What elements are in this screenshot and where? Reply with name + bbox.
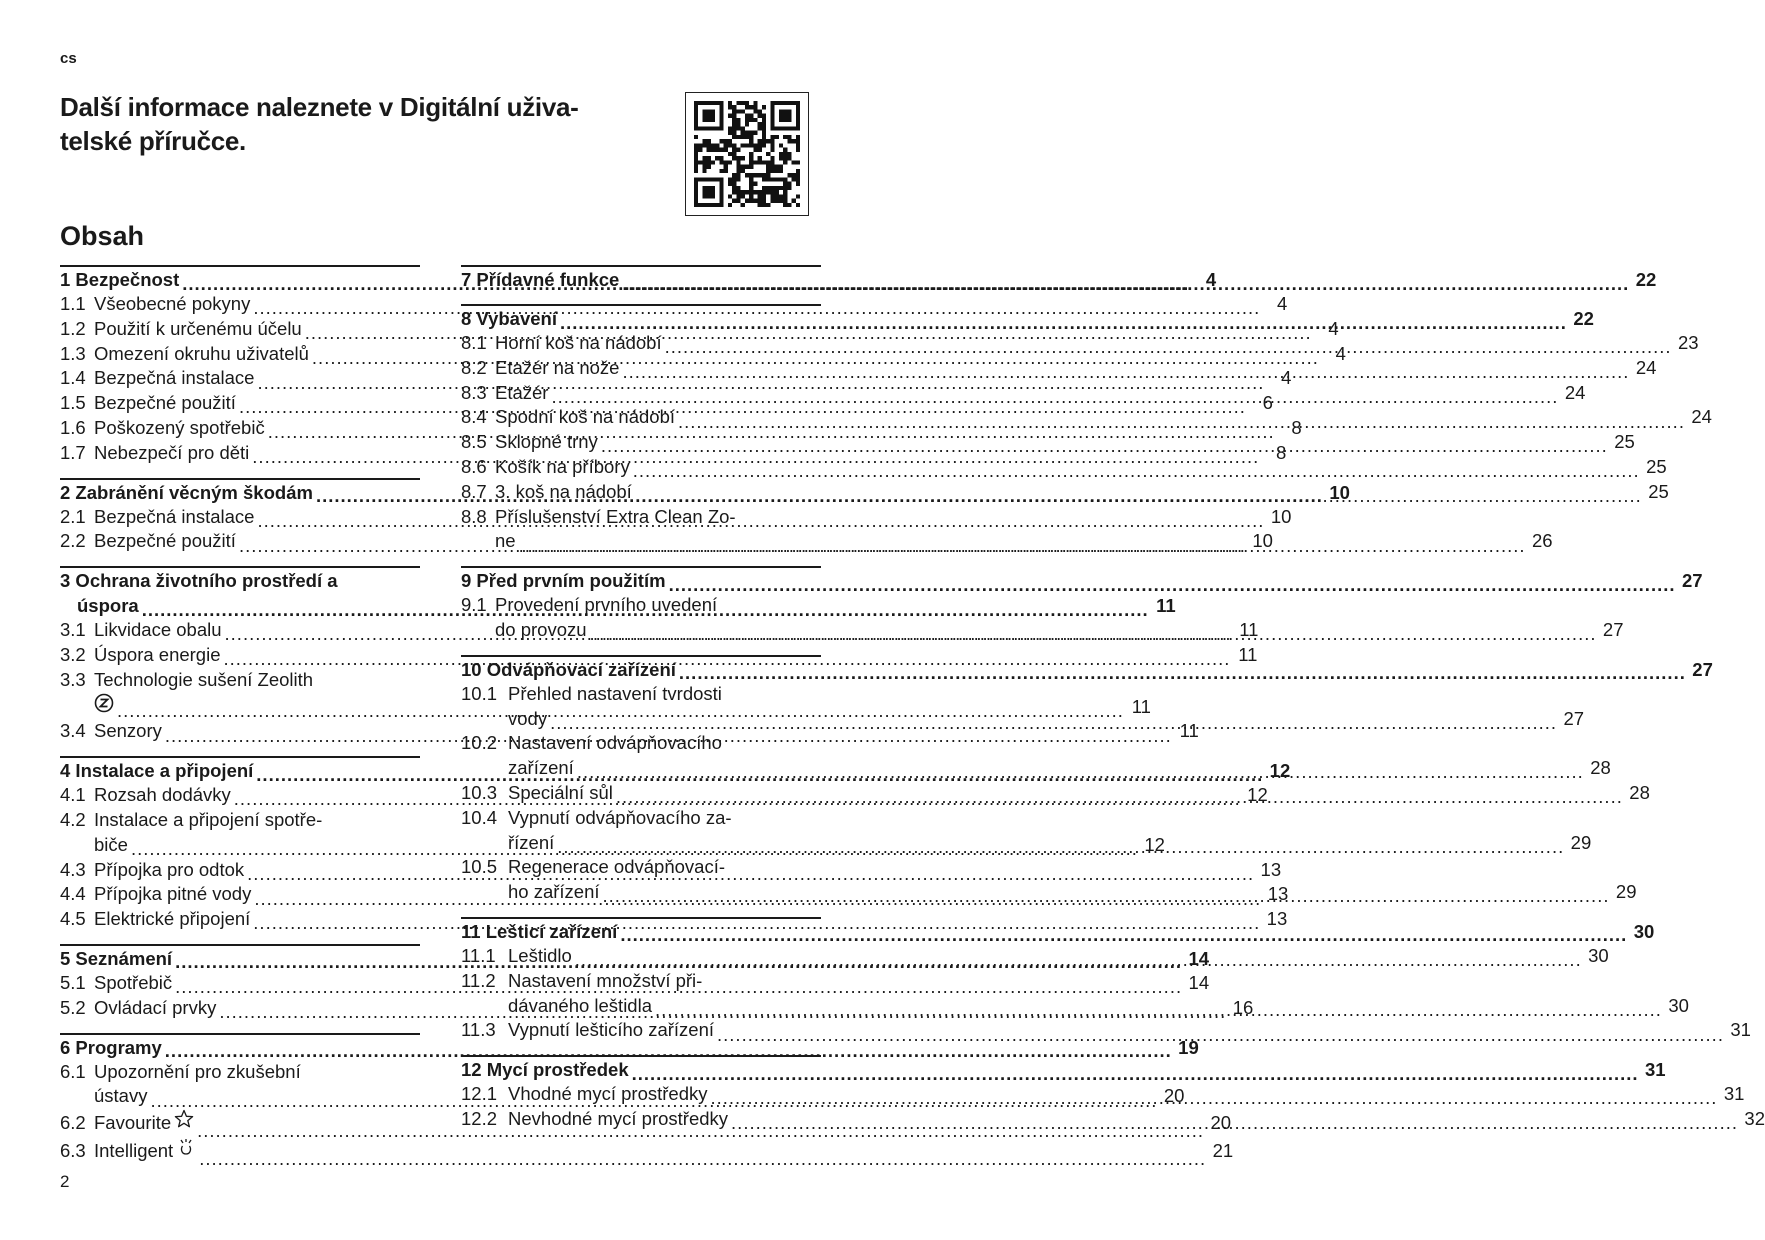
toc-entry-4[interactable]: 4 Instalace a připojení ..... 12 [60,758,420,783]
digital-manual-heading [60,90,660,158]
toc-entry-10-1-line1[interactable]: 10.1 Přehled nastavení tvrdosti [461,682,722,704]
toc-entry-10-3[interactable]: 10.3 Speciální sůl ..... 28 [461,781,821,806]
toc-entry-4-2-line1[interactable]: 4.2 Instalace a připojení spotře- [60,808,323,830]
toc-entry-7[interactable]: 7 Přídavné funkce ..... 22 [461,267,821,292]
toc-entry-1-7[interactable]: 1.7 Nebezpečí pro děti ..... 8 [60,441,420,466]
toc-entry-1[interactable]: 1 Bezpečnost ..... 4 [60,267,420,292]
toc-entry-10[interactable]: 10 Odvápňovací zařízení ..... 27 [461,657,821,682]
toc-entry-2-2[interactable]: 2.2 Bezpečné použití ..... 10 [60,529,420,554]
toc-entry-1-4[interactable]: 1.4 Bezpečná instalace ..... 4 [60,366,420,391]
toc-entry-9-1[interactable]: do provozu ..... 27 [461,618,821,643]
toc-entry-6[interactable]: 6 Programy ..... 19 [60,1035,420,1060]
toc-entry-10-4-line1[interactable]: 10.4 Vypnutí odvápňovacího za- [461,806,732,828]
toc-entry-4-5[interactable]: 4.5 Elektrické připojení ..... 13 [60,907,420,932]
toc-entry-4-2[interactable]: biče ..... 12 [60,833,420,858]
toc-entry-10-2-line1[interactable]: 10.2 Nastavení odvápňovacího [461,732,722,754]
toc-entry-10-5[interactable]: ho zařízení ..... 29 [461,880,821,905]
toc-entry-8-1[interactable]: 8.1 Horní koš na nádobí ..... 23 [461,331,821,356]
toc-entry-1-2[interactable]: 1.2 Použití k určenému účelu ..... 4 [60,317,420,342]
toc-entry-8-5[interactable]: 8.5 Sklopné trny ..... 25 [461,430,821,455]
toc-entry-8-8[interactable]: ne ..... 26 [461,529,821,554]
toc-entry-11[interactable]: 11 Lešticí zařízení ..... 30 [461,919,821,944]
toc-entry-3-line1[interactable]: 3 Ochrana životního prostředí a [60,570,338,592]
toc-entry-4-1[interactable]: 4.1 Rozsah dodávky ..... 12 [60,783,420,808]
toc-entry-6-2[interactable]: 6.2 Favourite ..... 20 [60,1109,420,1137]
toc-title: Obsah [60,221,145,251]
qr-code-pattern [694,101,800,207]
toc-entry-10-5-line1[interactable]: 10.5 Regenerace odvápňovací- [461,856,726,878]
toc-entry-2-1[interactable]: 2.1 Bezpečná instalace ..... 10 [60,505,420,530]
toc-entry-3-4[interactable]: 3.4 Senzory ..... 11 [60,719,420,744]
toc-entry-11-3[interactable]: 11.3 Vypnutí lešticího zařízení ..... 31 [461,1018,821,1043]
intelligent-program-icon [176,1137,196,1165]
toc-entry-9-1-line1[interactable]: 9.1 Provedení prvního uvedení [461,594,718,616]
language-tag: cs [60,50,77,67]
toc-entry-8-7[interactable]: 8.7 3. koš na nádobí ..... 25 [461,480,821,505]
toc-entry-11-2[interactable]: dávaného leštidla ..... 30 [461,994,821,1019]
toc-entry-12[interactable]: 12 Mycí prostředek ..... 31 [461,1057,821,1082]
toc-entry-1-6[interactable]: 1.6 Poškozený spotřebič ..... 8 [60,416,420,441]
toc-entry-2[interactable]: 2 Zabránění věcným škodám ..... 10 [60,480,420,505]
toc-entry-6-3[interactable]: 6.3 Intelligent ..... 21 [60,1137,420,1165]
toc-entry-9[interactable]: 9 Před prvním použitím ..... 27 [461,568,821,593]
toc-entry-1-3[interactable]: 1.3 Omezení okruhu uživatelů ..... 4 [60,342,420,367]
zeolith-icon [94,693,114,720]
star-icon [174,1109,194,1137]
toc-entry-5-2[interactable]: 5.2 Ovládací prvky ..... 16 [60,996,420,1021]
toc-entry-11-2-line1[interactable]: 11.2 Nastavení množství při- [461,969,703,991]
toc-entry-5[interactable]: 5 Seznámení ..... 14 [60,946,420,971]
intro-line-1: Další informace naleznete v Digitální uživa- [60,92,579,122]
toc-entry-3-2[interactable]: 3.2 Úspora energie ..... 11 [60,643,420,668]
toc-entry-12-1[interactable]: 12.1 Vhodné mycí prostředky ..... 31 [461,1082,821,1107]
toc-entry-11-1[interactable]: 11.1 Leštidlo ..... 30 [461,944,821,969]
toc-entry-3[interactable]: úspora ..... 11 [60,593,420,618]
toc-entry-3-3-line1[interactable]: 3.3 Technologie sušení Zeolith [60,668,314,690]
toc-entry-8-2[interactable]: 8.2 Etažér na nože ..... 24 [461,356,821,381]
toc-entry-1-1[interactable]: 1.1 Všeobecné pokyny ..... 4 [60,292,420,317]
qr-code[interactable] [685,92,809,216]
toc-entry-10-2[interactable]: zařízení ..... 28 [461,756,821,781]
toc-entry-6-1-line1[interactable]: 6.1 Upozornění pro zkušební [60,1060,301,1082]
toc-entry-8-4[interactable]: 8.4 Spodní koš na nádobí ..... 24 [461,405,821,430]
toc-entry-12-2[interactable]: 12.2 Nevhodné mycí prostředky ..... 32 [461,1107,821,1132]
toc-entry-3-3[interactable]: ..... 11 [60,693,420,720]
intro-line-2: telské příručce. [60,126,246,156]
toc-entry-4-4[interactable]: 4.4 Přípojka pitné vody ..... 13 [60,882,420,907]
toc-entry-8[interactable]: 8 Vybavení ..... 22 [461,306,821,331]
toc-entry-1-5[interactable]: 1.5 Bezpečné použití ..... 6 [60,391,420,416]
toc-entry-6-1[interactable]: ústavy ..... 20 [60,1084,420,1109]
toc-entry-10-1[interactable]: vody ..... 27 [461,707,821,732]
toc-entry-8-6[interactable]: 8.6 Košík na příbory ..... 25 [461,455,821,480]
toc-entry-10-4[interactable]: řízení ..... 29 [461,831,821,856]
toc-entry-3-1[interactable]: 3.1 Likvidace obalu ..... 11 [60,618,420,643]
toc-entry-8-3[interactable]: 8.3 Etažér ..... 24 [461,381,821,406]
toc-entry-5-1[interactable]: 5.1 Spotřebič ..... 14 [60,971,420,996]
toc-entry-8-8-line1[interactable]: 8.8 Příslušenství Extra Clean Zo- [461,505,736,527]
page-number: 2 [60,1172,70,1191]
toc-entry-4-3[interactable]: 4.3 Přípojka pro odtok ..... 13 [60,858,420,883]
